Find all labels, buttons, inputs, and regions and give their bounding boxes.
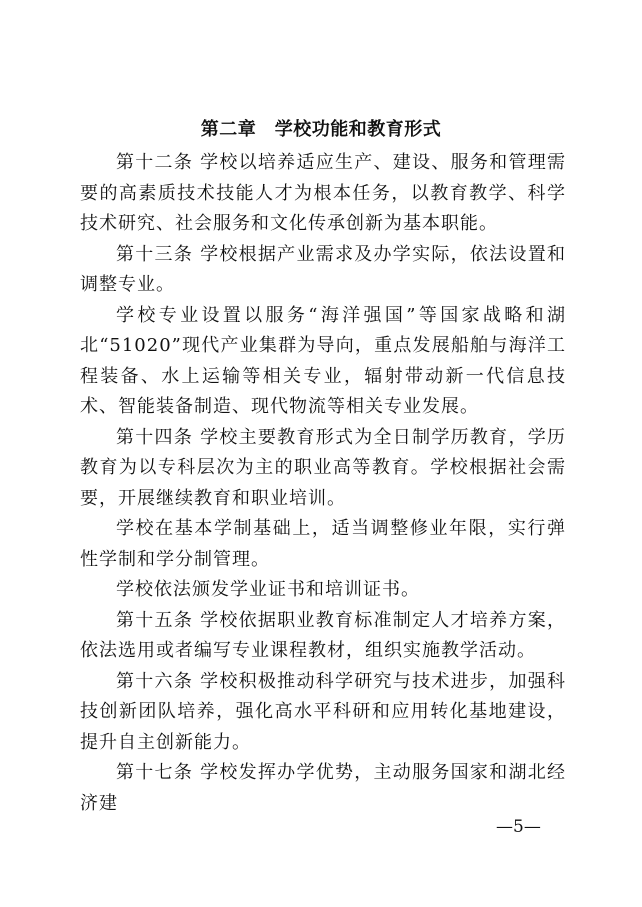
paragraph-article-17: 第十七条 学校发挥办学优势，主动服务国家和湖北经济建: [80, 762, 566, 814]
paragraph-article-14: 第十四条 学校主要教育形式为全日制学历教育，学历教育为以专科层次为主的职业高等教育。学校根据社会需要，开展继续教育和职业培训。: [80, 426, 566, 509]
paragraph-article-15: 第十五条 学校依据职业教育标准制定人才培养方案，依法选用或者编写专业课程教材，组织实施教学活动。: [80, 609, 566, 661]
document-body: [80, 148, 566, 819]
chapter-title: 第二章 学校功能和教育形式: [200, 119, 442, 140]
paragraph-flexible-schooling: 学校在基本学制基础上，适当调整修业年限，实行弹性学制和学分制管理。: [80, 518, 566, 570]
paragraph-certificates: 学校依法颁发学业证书和培训证书。: [116, 579, 420, 600]
page-number: —5—: [496, 817, 541, 837]
paragraph-article-16: 第十六条 学校积极推动科学研究与技术进步，加强科技创新团队培养，强化高水平科研和应用转化基地建设，提升自主创新能力。: [80, 670, 566, 753]
paragraph-article-13: 第十三条 学校根据产业需求及办学实际，依法设置和调整专业。: [80, 243, 566, 295]
paragraph-major-setup: 学校专业设置以服务“海洋强国”等国家战略和湖北“51020”现代产业集群为导向，重点发展船舶与海洋工程装备、水上运输等相关专业，辐射带动新一代信息技术、智能装备制造、现代物流等相关专业发展。: [80, 304, 566, 417]
paragraph-article-12: 第十二条 学校以培养适应生产、建设、服务和管理需要的高素质技术技能人才为根本任务，以教育教学、科学技术研究、社会服务和文化传承创新为基本职能。: [80, 152, 566, 234]
